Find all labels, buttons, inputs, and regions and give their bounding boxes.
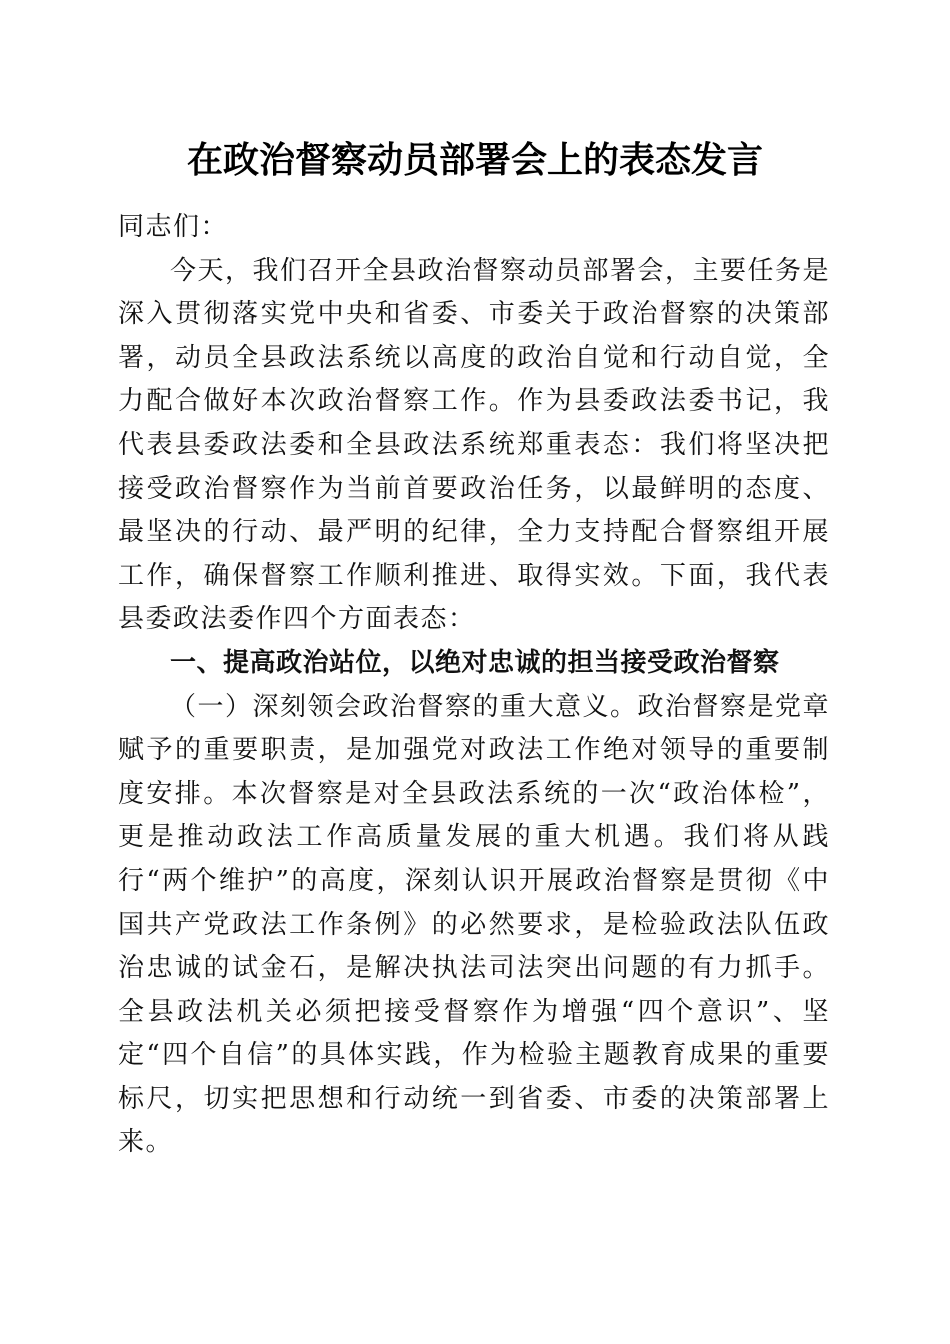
document-title: 在政治督察动员部署会上的表态发言 [186,139,763,181]
intro-paragraph: 今天，我们召开全县政治督察动员部署会，主要任务是深入贯彻落实党中央和省委、市委关于政治督察的决策部署，动员全县政法系统以高度的政治自觉和行动自觉，全力配合做好本次政治督察工作。作为县委政法委书记，我代表县委政法委和全县政法系统郑重表态：我们将坚决把接受政治督察作为当前首要政治任务，以最鲜明的态度、最坚决的行动、最严明的纪律，全力支持配合督察组开展工作，确保督察工作顺利推进、取得实效。下面，我代表县委政法委作四个方面表态： [118,255,831,635]
document-body [118,206,830,1165]
section-heading-1: 一、提高政治站位，以绝对忠诚的担当接受政治督察 [170,647,780,678]
section1-paragraph-1: （一）深刻领会政治督察的重大意义。政治督察是党章赋予的重要职责，是加强党对政法工作绝对领导的重要制度安排。本次督察是对全县政法系统的一次“政治体检”，更是推动政法工作高质量发展的重大机遇。我们将从践行“两个维护”的高度，深刻认识开展政治督察是贯彻《中国共产党政法工作条例》的必然要求，是检验政法队伍政治忠诚的试金石，是解决执法司法突出问题的有力抓手。全县政法机关必须把接受督察作为增强“四个意识”、坚定“四个自信”的具体实践，作为检验主题教育成果的重要标尺，切实把思想和行动统一到省委、市委的决策部署上来。 [118,691,831,1158]
salutation: 同志们： [118,212,229,242]
